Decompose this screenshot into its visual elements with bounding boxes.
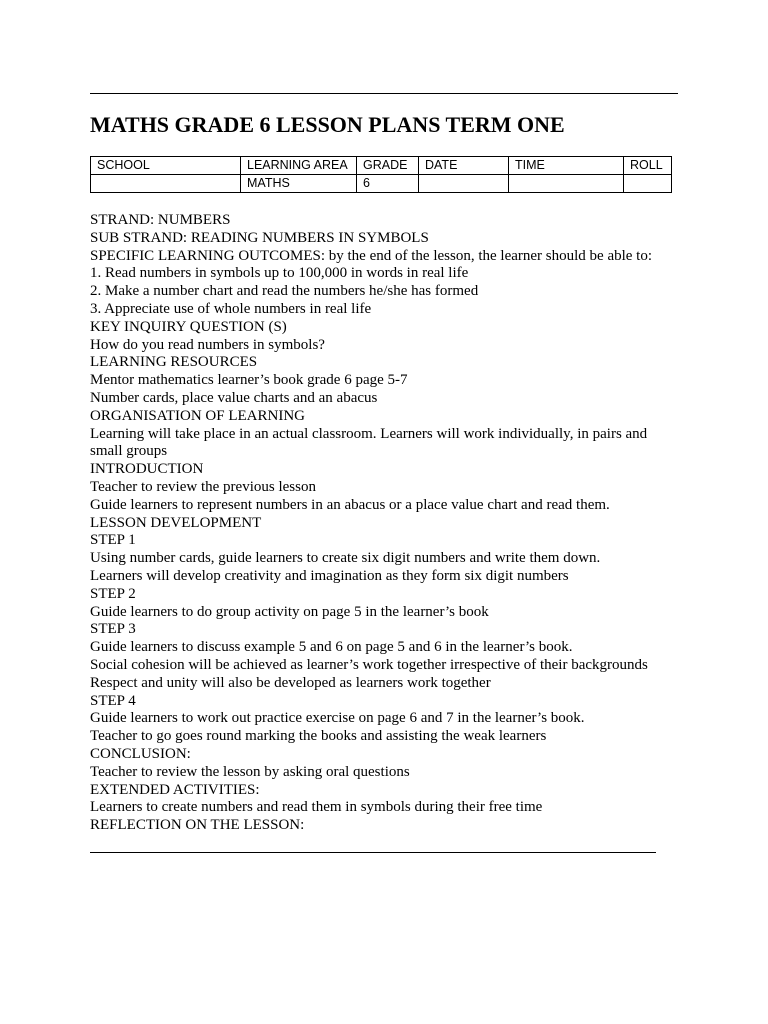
conclusion-heading: CONCLUSION: (90, 745, 191, 762)
value-roll (624, 175, 672, 193)
inquiry-question: How do you read numbers in symbols? (90, 336, 325, 353)
header-time: TIME (509, 157, 624, 175)
header-grade: GRADE (357, 157, 419, 175)
step-text: Learners will develop creativity and imagination as they form six digit numbers (90, 567, 569, 584)
value-date (419, 175, 509, 193)
organisation-text: Learning will take place in an actual classroom. Learners will work individually, in pairs and small groups (90, 425, 648, 460)
outcome-item: 1. Read numbers in symbols up to 100,000 in words in real life (90, 265, 469, 282)
conclusion-text: Teacher to review the lesson by asking oral questions (90, 763, 410, 780)
extended-activities-heading: EXTENDED ACTIVITIES: (90, 781, 260, 798)
step-heading: STEP 3 (90, 621, 136, 638)
lesson-plan-body (90, 212, 665, 835)
sub-strand-line: SUB STRAND: READING NUMBERS IN SYMBOLS (90, 229, 429, 246)
step-heading: STEP 1 (90, 532, 136, 549)
value-grade: 6 (357, 175, 419, 193)
value-time (509, 175, 624, 193)
header-school: SCHOOL (91, 157, 241, 175)
outcome-item: 3. Appreciate use of whole numbers in real life (90, 300, 372, 317)
step-heading: STEP 2 (90, 585, 136, 602)
top-divider (90, 93, 678, 94)
outcomes-heading: SPECIFIC LEARNING OUTCOMES: by the end of the lesson, the learner should be able to: (90, 247, 653, 264)
resource-item: Number cards, place value charts and an abacus (90, 389, 378, 406)
inquiry-heading: KEY INQUIRY QUESTION (S) (90, 318, 287, 335)
lesson-info-table (90, 156, 672, 193)
step-text: Guide learners to discuss example 5 and 6 on page 5 and 6 in the learner’s book. (90, 639, 573, 656)
introduction-heading: INTRODUCTION (90, 461, 204, 478)
header-learning-area: LEARNING AREA (241, 157, 357, 175)
step-text: Guide learners to do group activity on page 5 in the learner’s book (90, 603, 489, 620)
resources-heading: LEARNING RESOURCES (90, 354, 258, 371)
table-header-row (91, 157, 672, 175)
organisation-heading: ORGANISATION OF LEARNING (90, 407, 305, 424)
header-date: DATE (419, 157, 509, 175)
table-value-row (91, 175, 672, 193)
reflection-underline (90, 852, 656, 853)
step-text: Social cohesion will be achieved as learner’s work together irrespective of their backgrounds (90, 656, 648, 673)
strand-line: STRAND: NUMBERS (90, 212, 231, 228)
page-title: MATHS GRADE 6 LESSON PLANS TERM ONE (90, 112, 565, 137)
step-text: Using number cards, guide learners to create six digit numbers and write them down. (90, 550, 601, 567)
step-text: Guide learners to work out practice exercise on page 6 and 7 in the learner’s book. (90, 710, 585, 727)
reflection-heading: REFLECTION ON THE LESSON: (90, 817, 305, 834)
value-learning-area: MATHS (241, 175, 357, 193)
extended-activities-text: Learners to create numbers and read them in symbols during their free time (90, 799, 543, 816)
development-heading: LESSON DEVELOPMENT (90, 514, 262, 531)
resource-item: Mentor mathematics learner’s book grade 6 page 5-7 (90, 372, 408, 389)
step-heading: STEP 4 (90, 692, 136, 709)
introduction-item: Guide learners to represent numbers in an abacus or a place value chart and read them. (90, 496, 610, 513)
outcome-item: 2. Make a number chart and read the numbers he/she has formed (90, 283, 479, 300)
value-school (91, 175, 241, 193)
header-roll: ROLL (624, 157, 672, 175)
introduction-item: Teacher to review the previous lesson (90, 478, 316, 495)
step-text: Teacher to go goes round marking the books and assisting the weak learners (90, 728, 547, 745)
step-text: Respect and unity will also be developed as learners work together (90, 674, 491, 691)
